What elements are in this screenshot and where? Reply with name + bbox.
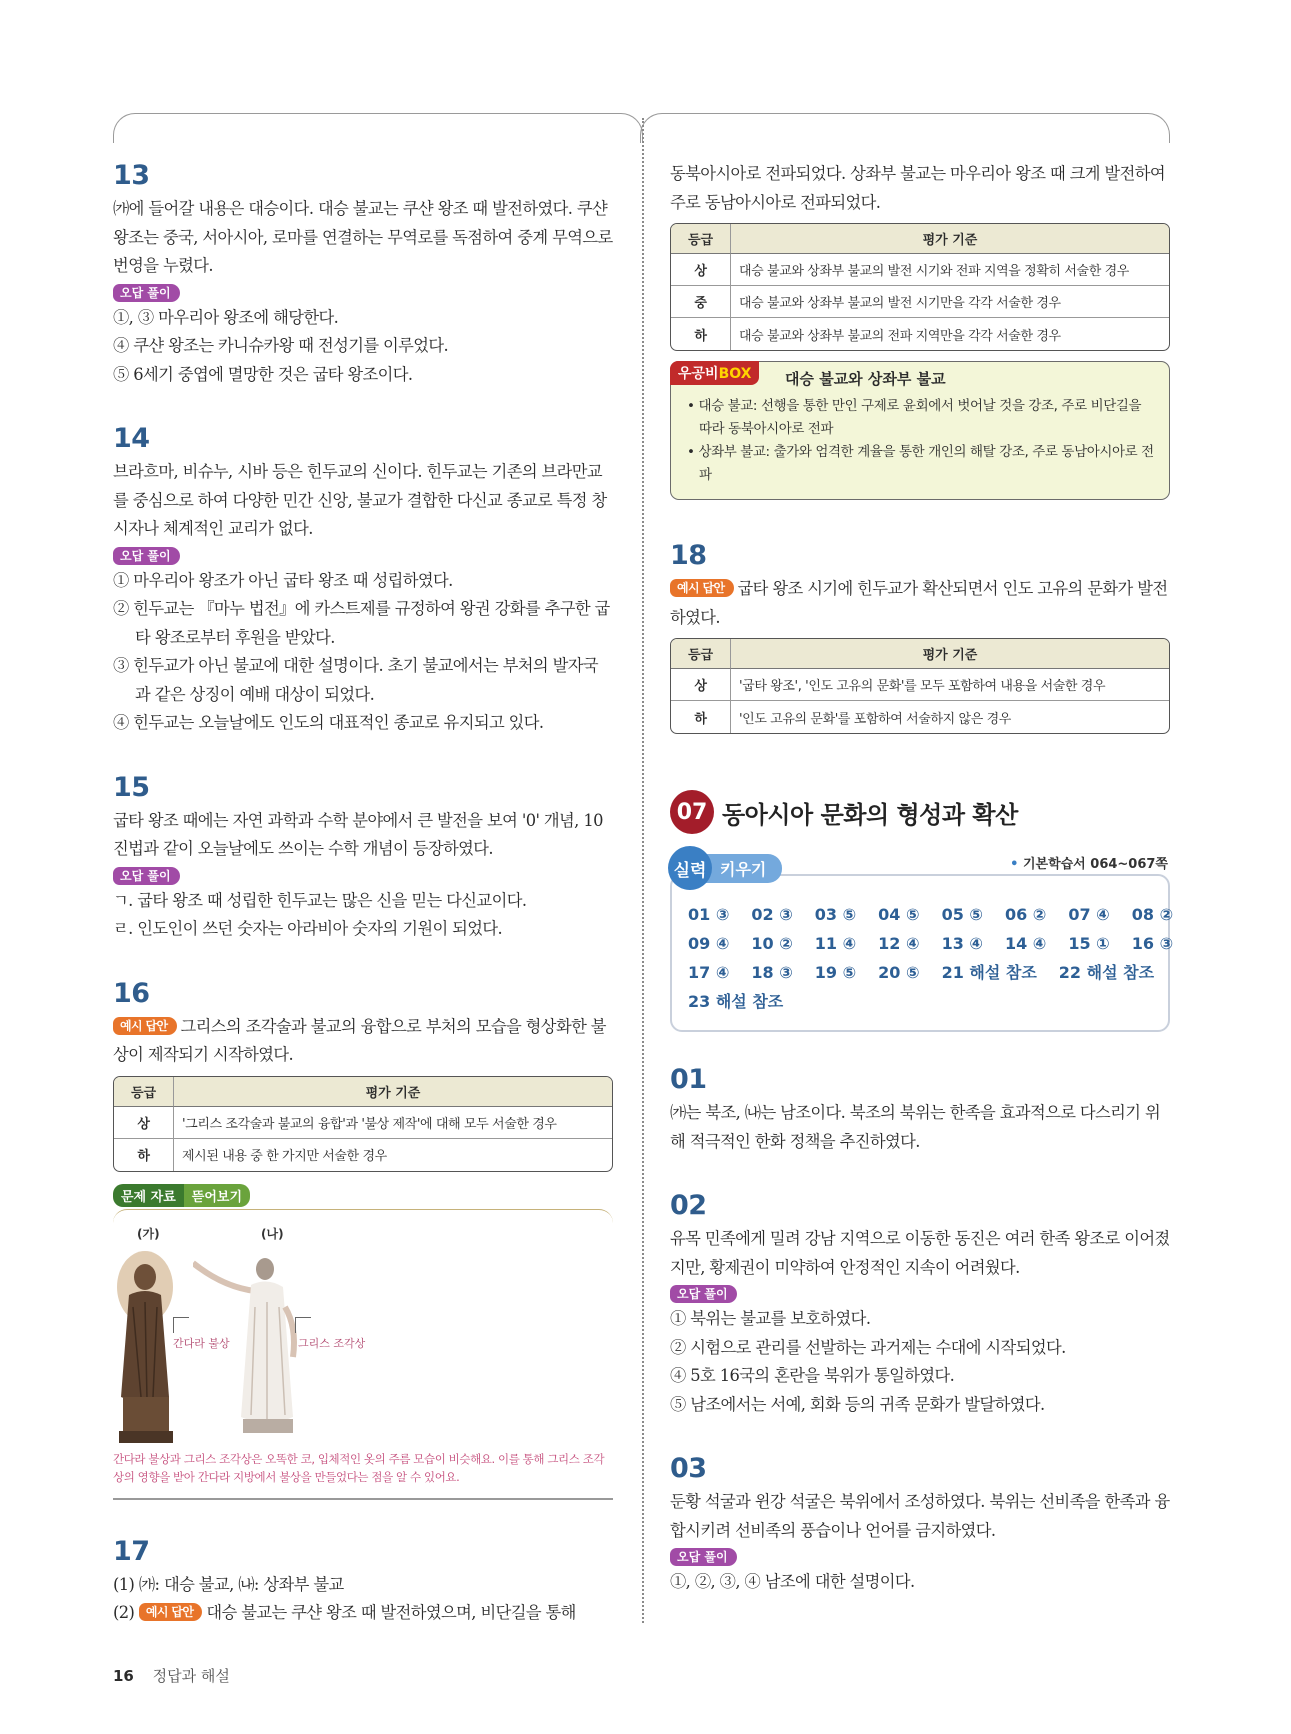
wrong-answer-badge: 오답 풀이 [113,547,180,565]
table-header-row [114,1077,612,1107]
answer-item: 02 ③ [751,905,793,924]
wrong-answer-badge: 오답 풀이 [113,867,180,885]
grade-cell: 하 [671,318,731,350]
question-number: 01 [670,1064,707,1095]
answer-item: 14 ④ [1004,934,1047,953]
wrong-answer-item: ② 시험으로 관리를 선발하는 과거제는 수대에 시작되었다. [670,1337,1066,1357]
label-bracket [295,1317,311,1333]
answer-item: 15 ① [1068,934,1110,953]
table-row [114,1139,612,1171]
question-14 [113,423,613,738]
wrong-answer-item: ④ 쿠샨 왕조는 카니슈카왕 때 전성기를 이루었다. [113,336,449,355]
question-number: 02 [670,1190,707,1221]
info-box-tag-highlight: BOX [718,366,752,382]
criteria-cell: '그리스 조각술과 불교의 융합'과 '불상 제작'에 대해 모두 서술한 경우 [174,1107,612,1139]
table-header: 평가 기준 [731,639,1169,669]
info-box-title: 대승 불교와 상좌부 불교 [785,370,946,388]
table-header: 등급 [671,224,731,254]
example-answer [113,1013,613,1070]
wrong-answer-item: ㄹ. 인도인이 쓰던 숫자는 아라비아 숫자의 기원이 되었다. [113,919,503,938]
resource-header [113,1184,250,1207]
table-header-row [671,639,1169,669]
wrong-answer-item: ⑤ 남조에서는 서예, 회화 등의 귀족 문화가 발달하였다. [670,1394,1045,1414]
answer-line: (1) ㈎: 대승 불교, ㈏: 상좌부 불교 [113,1574,344,1594]
question-02 [670,1190,1170,1419]
explanation-text: 유목 민족에게 밀려 강남 지역으로 이동한 동진은 여러 한족 왕조로 이어졌지만, 황제권이 미약하여 안정적인 지속이 어려웠다. [670,1229,1170,1277]
wrong-answer-item: ① 마우리아 왕조가 아닌 굽타 왕조 때 성립하였다. [113,570,453,590]
answer-row [688,900,1174,929]
explanation-text: 브라흐마, 비슈누, 시바 등은 힌두교의 신이다. 힌두교는 기존의 브라만교를 중심으로 하여 다양한 민간 신앙, 불교가 결합한 다신교 종교로 특정 창시자나 체계적인 교리가 없다. [113,462,607,538]
question-17 [113,1536,613,1628]
answer-row [688,958,1155,987]
table-header: 평가 기준 [174,1077,612,1107]
criteria-cell: 제시된 내용 중 한 가지만 서술한 경우 [182,1149,387,1164]
question-13 [113,160,613,389]
answer-item: 16 ③ [1131,934,1174,953]
statue-figures [113,1225,613,1450]
answer-item: 22 해설 참조 [1058,963,1155,982]
answer-key-circle: 실력 [668,846,712,890]
statue-tag-ga: (가) [137,1226,160,1241]
wrong-answer-item: ⑤ 6세기 중엽에 멸망한 것은 굽타 왕조이다. [113,364,413,384]
section-title: 동아시아 문화의 형성과 확산 [722,800,1018,829]
resource-head-part: 문제 자료 [113,1184,184,1207]
answer-item: 03 ⑤ [814,905,857,924]
answer-line [113,1599,613,1628]
answer-key-tab [668,846,782,890]
example-answer-badge: 예시 답안 [670,579,734,597]
example-answer-badge: 예시 답안 [139,1603,203,1621]
grading-table [670,223,1170,351]
answer-item: 18 ③ [751,963,793,982]
q17-continued-text: 동북아시아로 전파되었다. 상좌부 불교는 마우리아 왕조 때 크게 발전하여 주로 동남아시아로 전파되었다. [670,164,1166,212]
resource-head-part: 뜯어보기 [184,1184,250,1207]
wrong-answer-item: ①, ②, ③, ④ 남조에 대한 설명이다. [670,1572,915,1591]
criteria-cell: '인도 고유의 문화'를 포함하여 서술하지 않은 경우 [739,711,1011,727]
gandhara-label: 간다라 불상 [173,1336,230,1350]
table-header-row [671,224,1169,254]
table-row [671,669,1169,701]
wrong-answer-item: ①, ③ 마우리아 왕조에 해당한다. [113,307,339,327]
question-number: 14 [113,423,150,454]
wrong-answer-item: ④ 5호 16국의 혼란을 북위가 통일하였다. [670,1366,955,1385]
wrong-answer-item: ① 북위는 불교를 보호하였다. [670,1309,871,1328]
criteria-cell: 대승 불교와 상좌부 불교의 발전 시기만을 각각 서술한 경우 [731,286,1169,318]
answer-item: 17 ④ [688,963,730,982]
wrong-answer-item: ② 힌두교는 『마누 법전』에 카스트제를 규정하여 왕권 강화를 추구한 굽타 왕조로부터 후원을 받았다. [113,599,610,647]
column-divider [642,118,644,1623]
question-18 [670,540,1170,734]
table-row [671,318,1169,350]
grade-cell: 중 [671,286,731,318]
question-number: 18 [670,540,707,571]
question-03 [670,1453,1170,1597]
question-number: 17 [113,1535,150,1567]
explanation-text: ㈎는 북조, ㈏는 남조이다. 북조의 북위는 한족을 효과적으로 다스리기 위해 적극적인 한화 정책을 추진하였다. [670,1103,1161,1151]
answer-item: 01 ③ [688,905,730,924]
right-column [670,160,1174,1597]
answer-item: 19 ⑤ [814,963,857,982]
label-bracket [173,1317,189,1333]
table-row [114,1107,612,1139]
answer-item: 13 ④ [941,934,983,953]
grade-cell: 상 [671,254,731,286]
answer-row [688,929,1174,958]
table-header: 평가 기준 [731,224,1169,254]
answer-item: 12 ④ [878,934,920,953]
wrong-answer-item: ③ 힌두교가 아닌 불교에 대한 설명이다. 초기 불교에서는 부처의 발자국과 같은 상징이 예배 대상이 되었다. [113,656,599,704]
answer-item: 23 해설 참조 [688,992,784,1011]
wrong-answer-badge: 오답 풀이 [670,1285,737,1303]
answer-prefix: (2) [113,1603,135,1622]
question-number: 03 [670,1453,707,1484]
question-number: 13 [113,160,150,191]
greek-label: 그리스 조각상 [298,1336,366,1350]
table-header: 등급 [114,1077,174,1107]
page-number: 16 [113,1667,134,1685]
footer-title: 정답과 해설 [152,1667,230,1685]
info-box-item: • 상좌부 불교: 출가와 엄격한 계율을 통한 개인의 해탈 강조, 주로 동남아시아로 전파 [687,444,1154,483]
wrong-answer-item: ㄱ. 굽타 왕조 때 성립한 힌두교는 많은 신을 믿는 다신교이다. [113,890,527,910]
left-column-frame [113,113,643,143]
info-box-item: • 대승 불교: 선행을 통한 만인 구제로 윤회에서 벗어날 것을 강조, 주로 비단길을 따라 동북아시아로 전파 [687,398,1142,437]
answer-item: 11 ④ [814,934,857,953]
explanation-text: 굽타 왕조 때에는 자연 과학과 수학 분야에서 큰 발전을 보여 '0' 개념, 10진법과 같이 오늘날에도 쓰이는 수학 개념이 등장하였다. [113,810,603,858]
info-box-tag-text: 우공비 [678,366,719,382]
table-row [671,254,1169,286]
resource-box-rule [113,1209,613,1225]
question-01 [670,1064,1170,1156]
grading-table [113,1076,613,1172]
question-number: 15 [113,771,150,803]
greek-statue-image [193,1247,313,1447]
answer-item: 21 해설 참조 [941,963,1037,982]
resource-caption: 간다라 불상과 그리스 조각상은 오똑한 코, 입체적인 옷의 주름 모습이 비슷해요. 이를 통해 그리스 조각상의 영향을 받아 간다라 지방에서 불상을 만들었다는 점을 알 수 있어요. [113,1450,613,1500]
answer-row [688,987,1152,1016]
answer-item: 04 ⑤ [878,905,920,924]
table-row [671,701,1169,733]
page-footer [113,1665,230,1686]
answer-item: 05 ⑤ [941,905,983,924]
answer-key-pill: 키우기 [706,854,782,883]
criteria-cell: 대승 불교와 상좌부 불교의 발전 시기와 전파 지역을 정확히 서술한 경우 [731,254,1169,286]
wrong-answer-item: ④ 힌두교는 오늘날에도 인도의 대표적인 종교로 유지되고 있다. [113,713,544,732]
table-header: 등급 [671,639,731,669]
criteria-cell: '굽타 왕조', '인도 고유의 문화'를 모두 포함하여 내용을 서술한 경우 [731,669,1169,701]
wrong-answer-badge: 오답 풀이 [113,284,180,302]
question-15 [113,772,613,944]
grade-cell: 상 [671,669,731,701]
section-number: 07 [670,790,714,834]
explanation-text: ㈎에 들어갈 내용은 대승이다. 대승 불교는 쿠샨 왕조 때 발전하였다. 쿠샨 왕조는 중국, 서아시아, 로마를 연결하는 무역로를 독점하여 중계 무역으로 번영을 누렸다. [113,199,613,275]
question-16 [113,978,613,1500]
example-answer-text: 그리스의 조각술과 불교의 융합으로 부처의 모습을 형상화한 불상이 제작되기 시작하였다. [113,1016,606,1064]
answer-item: 07 ④ [1068,905,1110,924]
info-box [670,361,1170,500]
info-box-tag [670,361,759,385]
answer-item: 08 ② [1131,905,1174,924]
answer-item: 06 ② [1004,905,1047,924]
wrong-answer-badge: 오답 풀이 [670,1548,737,1566]
answer-text: 대승 불교는 쿠샨 왕조 때 발전하였으며, 비단길을 통해 [206,1603,576,1622]
section-header [670,790,1170,834]
statue-tag-na: (나) [261,1226,284,1241]
grade-cell: 상 [114,1107,174,1139]
explanation-text: 둔황 석굴과 윈강 석굴은 북위에서 조성하였다. 북위는 선비족을 한족과 융합시키려 선비족의 풍습이나 언어를 금지하였다. [670,1492,1170,1540]
table-row [671,286,1169,318]
example-answer-badge: 예시 답안 [113,1017,177,1035]
criteria-cell: 대승 불교와 상좌부 불교의 전파 지역만을 각각 서술한 경우 [739,328,1061,344]
answer-item: 20 ⑤ [878,963,920,982]
grade-cell: 하 [114,1139,174,1171]
example-answer-text: 굽타 왕조 시기에 힌두교가 확산되면서 인도 고유의 문화가 발전하였다. [670,579,1168,627]
question-number: 16 [113,977,150,1009]
left-column [113,160,613,1628]
grade-cell: 하 [671,701,731,733]
right-column-frame [640,113,1170,143]
answer-item: 09 ④ [688,934,730,953]
answer-item: 10 ② [751,934,793,953]
example-answer [670,575,1170,632]
answer-key-box [670,857,1174,1032]
reference-note: • 기본학습서 064~067쪽 [1010,853,1168,872]
grading-table [670,638,1170,734]
